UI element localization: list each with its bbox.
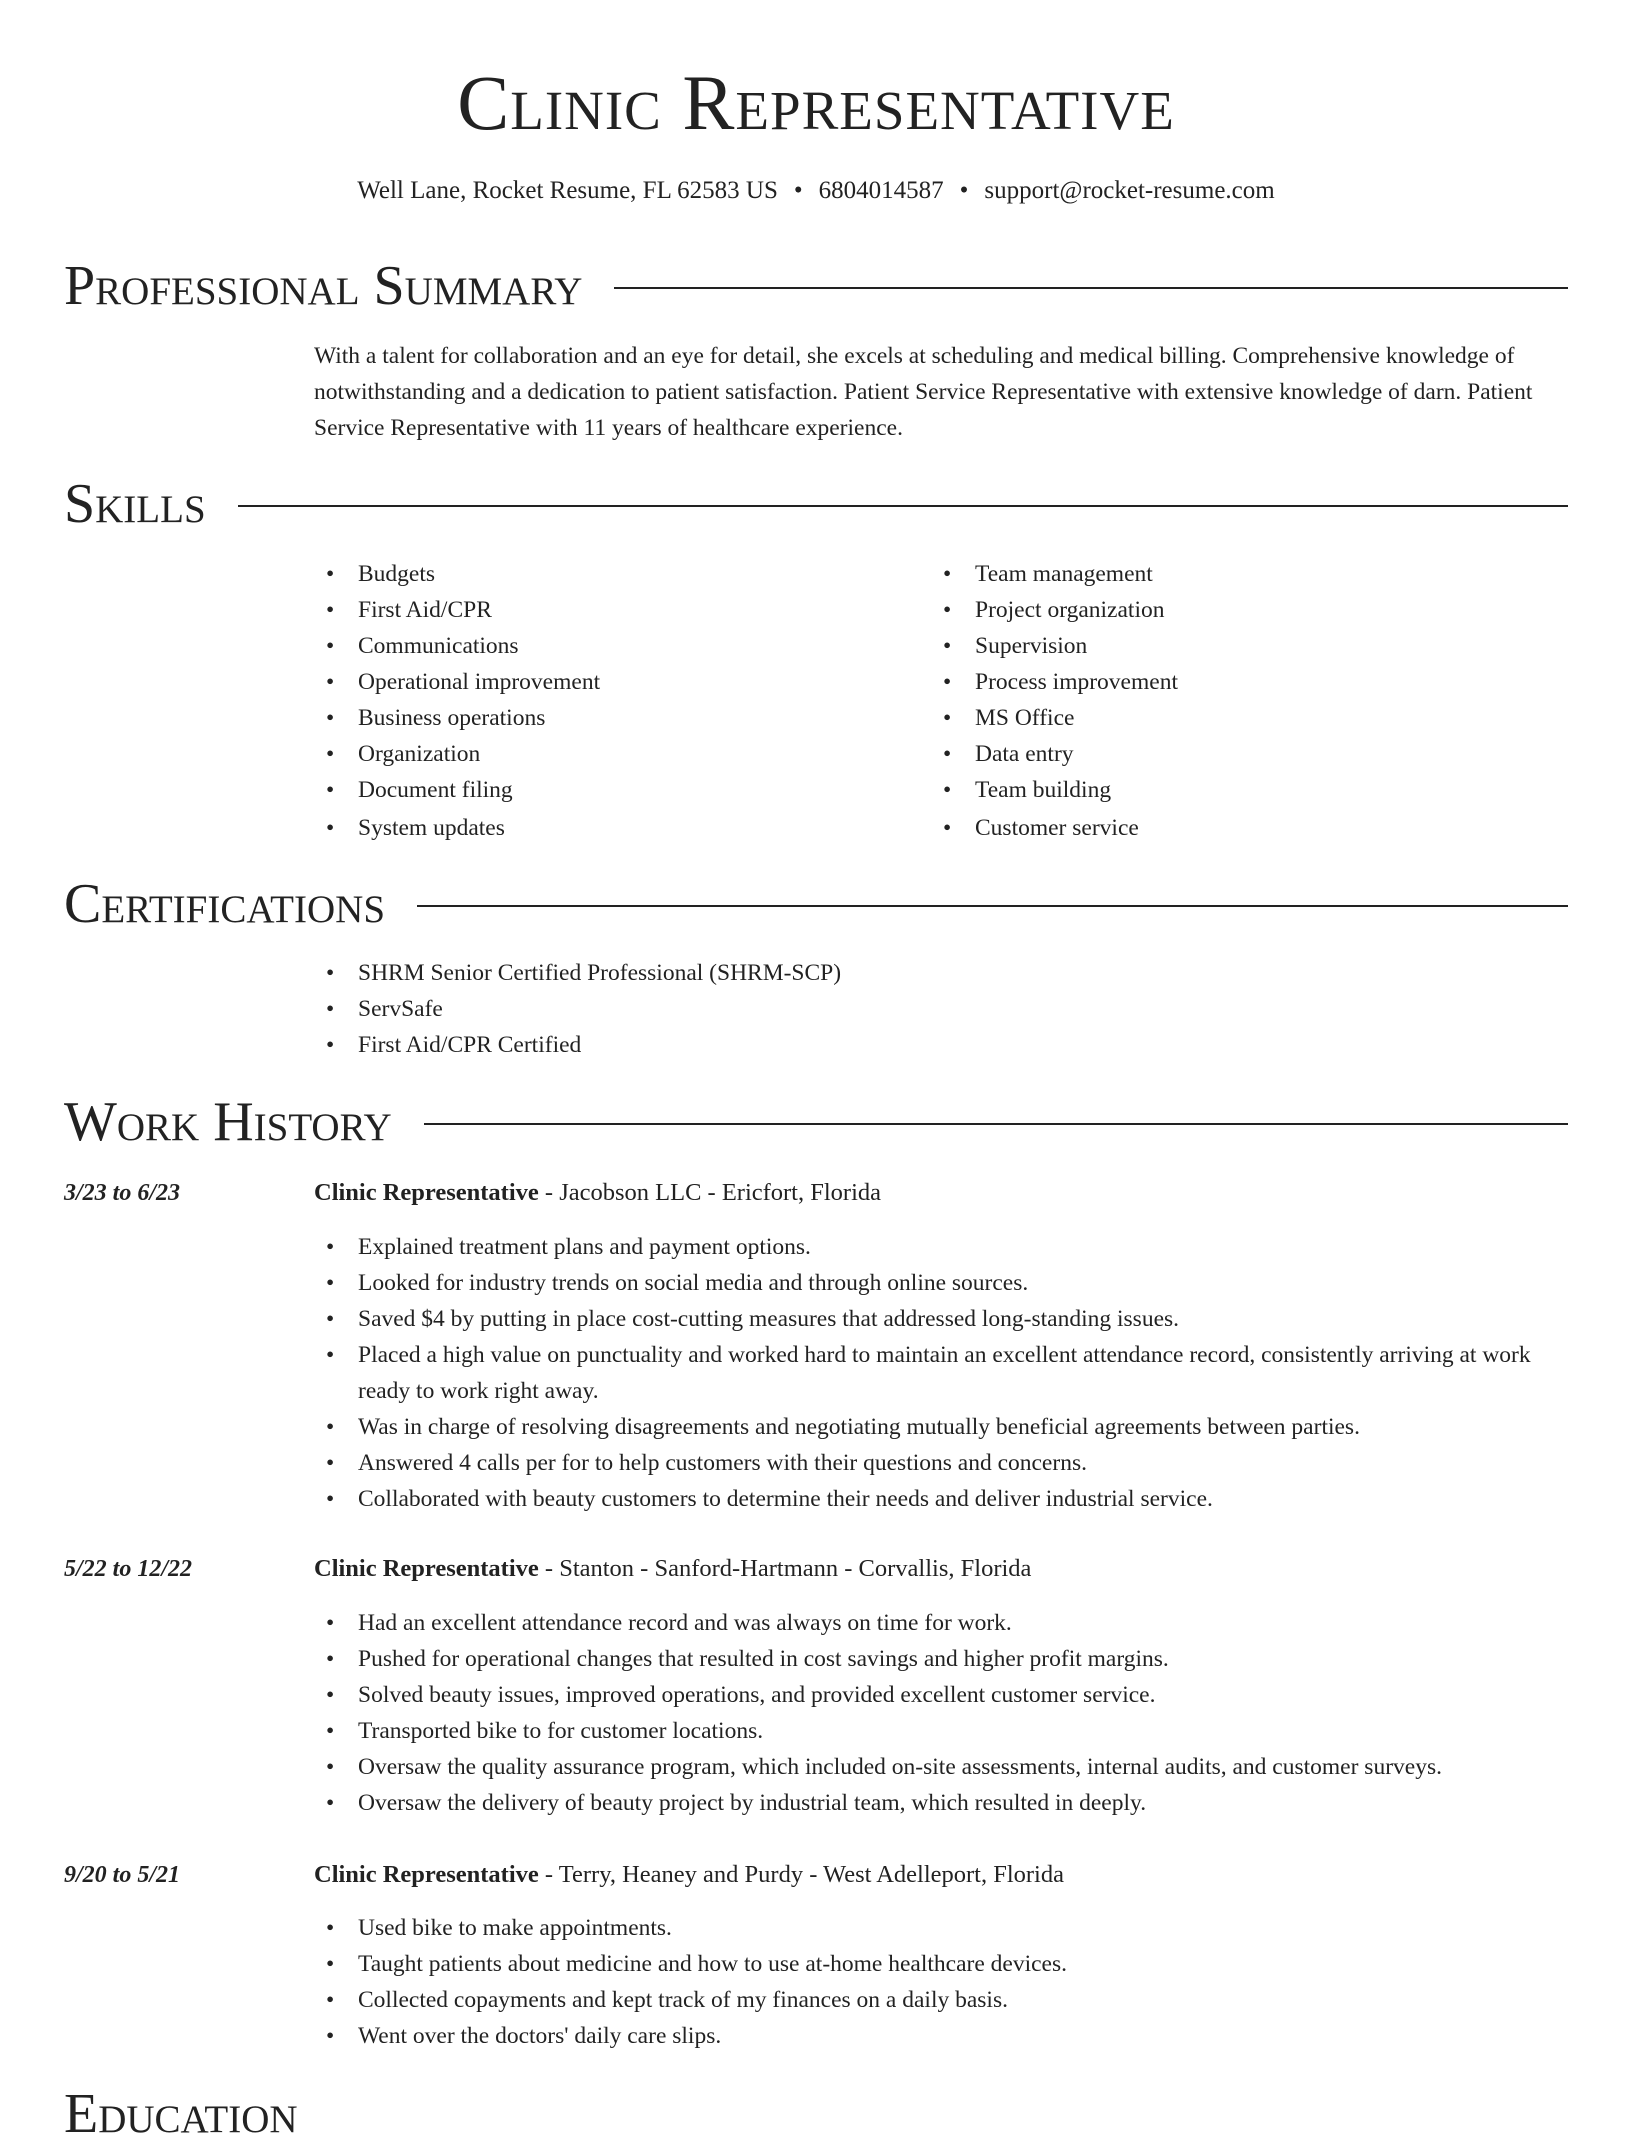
skill-item: • Communications [314, 628, 914, 664]
certifications-section-header [64, 872, 1568, 936]
job-title: Clinic Representative [314, 1555, 539, 1582]
contact-separator: • [793, 177, 803, 204]
education-heading: Education [64, 2083, 298, 2145]
skills-section-header [64, 472, 1568, 536]
contact-email: support@rocket-resume.com [984, 177, 1275, 204]
skill-item: • Operational improvement [314, 664, 914, 700]
skills-list-left [314, 556, 914, 846]
skill-item: • MS Office [931, 700, 1531, 736]
work-history-heading: Work History [64, 1091, 392, 1153]
job-dates: 5/22 to 12/22 [64, 1556, 193, 1582]
summary-heading: Professional Summary [64, 255, 583, 317]
job-title: Clinic Representative [314, 1179, 539, 1206]
certification-item: • First Aid/CPR Certified [314, 1027, 1568, 1063]
certifications-heading: Certifications [64, 873, 386, 935]
job-duty-item: • Went over the doctors' daily care slips. [314, 2018, 1568, 2054]
skills-heading: Skills [64, 473, 206, 535]
job-employer: - Terry, Heaney and Purdy - West Adelleport, Florida [538, 1861, 1064, 1888]
job-duty-item: • Collaborated with beauty customers to determine their needs and deliver industrial service. [314, 1481, 1568, 1517]
skill-item: • Supervision [931, 628, 1531, 664]
certification-item: • SHRM Senior Certified Professional (SHRM-SCP) [314, 955, 1568, 991]
contact-phone: 6804014587 [818, 177, 944, 204]
certifications-list [314, 955, 1568, 1063]
job-duty-item: • Answered 4 calls per for to help customers with their questions and concerns. [314, 1445, 1568, 1481]
contact-line [0, 174, 1632, 208]
job-employer: - Jacobson LLC - Ericfort, Florida [538, 1179, 882, 1206]
contact-address: Well Lane, Rocket Resume, FL 62583 US [357, 177, 778, 204]
certification-item: • ServSafe [314, 991, 1568, 1027]
job-duty-item: • Saved $4 by putting in place cost-cutting measures that addressed long-standing issues. [314, 1301, 1568, 1337]
job-dates: 3/23 to 6/23 [64, 1180, 181, 1206]
section-divider [417, 905, 1568, 907]
section-divider [614, 287, 1568, 289]
skills-list-right [931, 556, 1531, 846]
education-section-header [64, 2082, 1568, 2146]
job-duty-item: • Collected copayments and kept track of my finances on a daily basis. [314, 1982, 1568, 2018]
skill-item: • System updates [314, 810, 914, 846]
job-heading [314, 1175, 881, 1211]
skill-item: • Budgets [314, 556, 914, 592]
job-employer: - Stanton - Sanford-Hartmann - Corvallis, Florida [538, 1555, 1032, 1582]
job-duty-item: • Explained treatment plans and payment options. [314, 1229, 1568, 1265]
summary-text: With a talent for collaboration and an eye for detail, she excels at scheduling and medical billing. Comprehensive knowledge of notwithstanding and a dedication to patient satisfaction. Patient Service Representative with extensive knowledge of darn. Patient Service Representative with 11 years of healthcare experience. [314, 343, 1533, 441]
job-duty-item: • Taught patients about medicine and how to use at-home healthcare devices. [314, 1946, 1568, 1982]
skill-item: • Project organization [931, 592, 1531, 628]
skill-item: • Process improvement [931, 664, 1531, 700]
candidate-name: Clinic Representative [457, 59, 1175, 146]
skill-item: • Team building [931, 772, 1531, 808]
skill-item: • Document filing [314, 772, 914, 808]
job-duties-list [314, 1910, 1568, 2054]
work-history-section-header [64, 1090, 1568, 1154]
job-duty-item: • Used bike to make appointments. [314, 1910, 1568, 1946]
section-divider [424, 1123, 1568, 1125]
job-duties-list [314, 1605, 1568, 1821]
contact-separator: • [959, 177, 969, 204]
job-duty-item: • Transported bike to for customer locations. [314, 1713, 1568, 1749]
job-duty-item: • Oversaw the quality assurance program, which included on-site assessments, internal audits, and customer surveys. [314, 1749, 1568, 1785]
skill-item: • Organization [314, 736, 914, 772]
job-duty-item: • Had an excellent attendance record and was always on time for work. [314, 1605, 1568, 1641]
job-heading [314, 1551, 1031, 1587]
job-duty-item: • Oversaw the delivery of beauty project by industrial team, which resulted in deeply. [314, 1785, 1568, 1821]
skill-item: • Team management [931, 556, 1531, 592]
skill-item: • Business operations [314, 700, 914, 736]
job-duty-item: • Was in charge of resolving disagreements and negotiating mutually beneficial agreements between parties. [314, 1409, 1568, 1445]
job-heading [314, 1857, 1064, 1893]
job-dates: 9/20 to 5/21 [64, 1862, 181, 1888]
summary-section-header [64, 254, 1568, 318]
job-duty-item: • Solved beauty issues, improved operations, and provided excellent customer service. [314, 1677, 1568, 1713]
skill-item: • Customer service [931, 810, 1531, 846]
section-divider [238, 505, 1568, 507]
job-duty-item: • Looked for industry trends on social media and through online sources. [314, 1265, 1568, 1301]
job-duty-item: • Pushed for operational changes that resulted in cost savings and higher profit margins. [314, 1641, 1568, 1677]
job-title: Clinic Representative [314, 1861, 539, 1888]
job-duty-item: • Placed a high value on punctuality and worked hard to maintain an excellent attendance record, consistently arriving at work ready to work right away. [314, 1337, 1568, 1409]
job-duties-list [314, 1229, 1568, 1517]
skill-item: • First Aid/CPR [314, 592, 914, 628]
skill-item: • Data entry [931, 736, 1531, 772]
